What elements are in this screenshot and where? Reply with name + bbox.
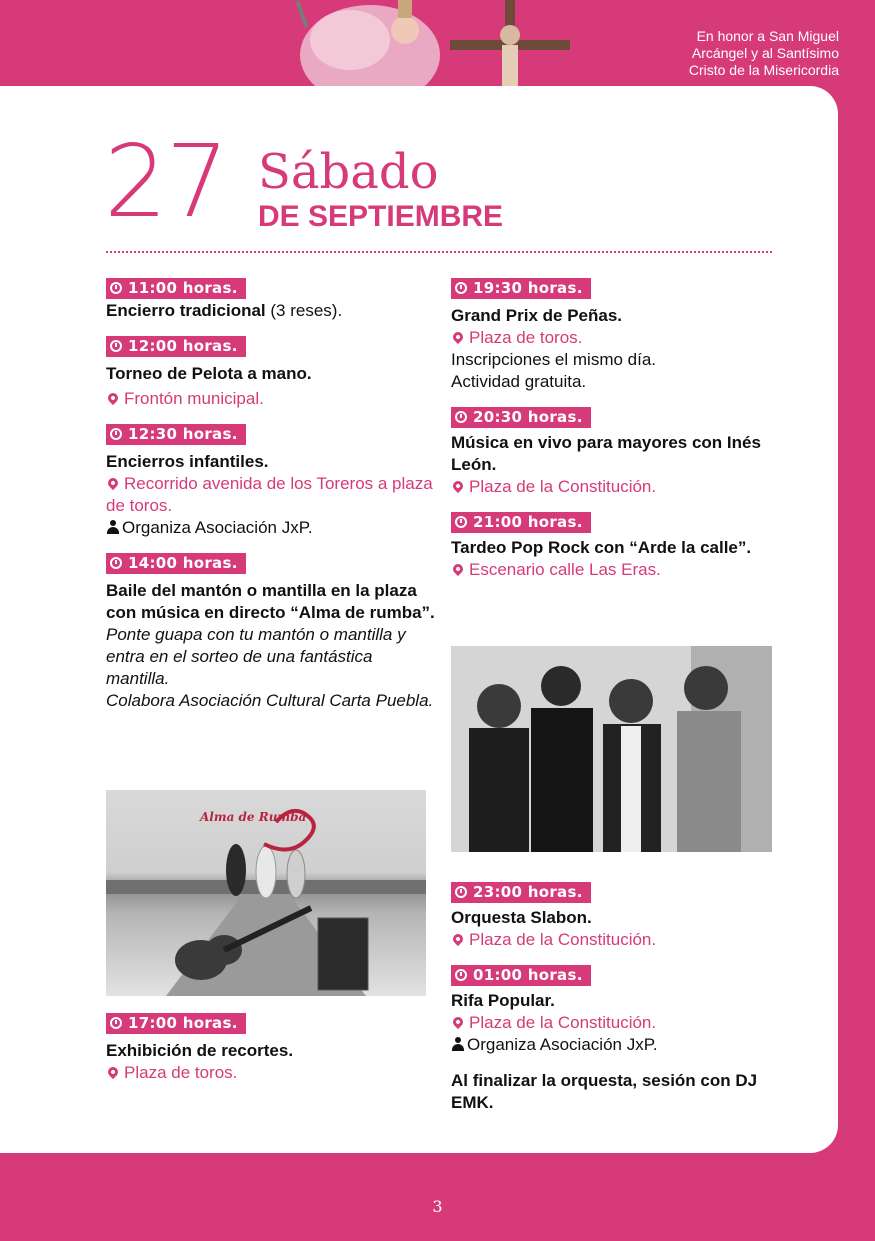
- location-text: Recorrido avenida de los Toreros a plaza de toros.: [106, 474, 433, 515]
- location-pin-icon: [451, 562, 465, 576]
- left-column: [106, 278, 436, 726]
- clock-icon: [455, 886, 467, 898]
- time-badge: [451, 882, 591, 903]
- time-badge: [451, 407, 591, 428]
- dotted-divider: [106, 251, 772, 253]
- event: [451, 407, 781, 498]
- location-text: Plaza de la Constitución.: [469, 477, 657, 496]
- location-text: Plaza de la Constitución.: [469, 1013, 657, 1032]
- organizer-text: Organiza Asociación JxP.: [467, 1035, 658, 1054]
- clock-icon: [455, 516, 467, 528]
- clock-icon: [110, 1017, 122, 1029]
- clock-icon: [455, 282, 467, 294]
- time-label: 21:00 horas.: [473, 513, 583, 531]
- day-name: Sábado: [258, 144, 439, 200]
- event: [451, 965, 781, 1056]
- location-pin-icon: [106, 1065, 120, 1079]
- person-icon: [451, 1037, 465, 1051]
- event-location: [451, 559, 781, 581]
- day-number: 27: [104, 123, 228, 240]
- time-badge: [106, 1013, 246, 1034]
- event: [451, 278, 781, 393]
- event-location: [106, 388, 436, 410]
- event-title: Grand Prix de Peñas.: [451, 306, 623, 325]
- location-pin-icon: [451, 330, 465, 344]
- honor-line: Cristo de la Misericordia: [688, 62, 839, 78]
- event-title: Rifa Popular.: [451, 991, 555, 1010]
- event-title: [106, 300, 436, 322]
- event-organizer: [106, 517, 436, 539]
- month-name: DE SEPTIEMBRE: [258, 200, 504, 233]
- time-badge: [451, 965, 591, 986]
- location-text: Plaza de la Constitución.: [469, 930, 657, 949]
- clock-icon: [110, 428, 122, 440]
- religious-figures-illustration: [280, 0, 580, 100]
- time-badge: [106, 336, 246, 357]
- arde-la-calle-band-photo: [451, 646, 772, 852]
- event-location: [451, 476, 781, 498]
- location-pin-icon: [106, 476, 120, 490]
- clock-icon: [110, 282, 122, 294]
- right-column-bottom: [451, 882, 781, 1114]
- location-text: Plaza de toros.: [469, 328, 583, 347]
- event-info: Inscripciones el mismo día.: [451, 350, 657, 369]
- event-location: [451, 929, 781, 951]
- location-pin-icon: [451, 932, 465, 946]
- page-number: 3: [432, 1197, 443, 1216]
- event-location: [451, 1012, 781, 1034]
- time-badge: [451, 278, 591, 299]
- clock-icon: [110, 557, 122, 569]
- location-text: Plaza de toros.: [124, 1063, 238, 1082]
- event-location: [106, 1062, 436, 1084]
- band-members-illustration: [451, 646, 772, 852]
- alma-de-rumba-photo: [106, 790, 426, 996]
- honor-text: [689, 28, 839, 79]
- event: [106, 1013, 436, 1084]
- event-title-text: Encierro tradicional: [106, 301, 266, 320]
- event: [106, 424, 436, 539]
- time-label: 23:00 horas.: [473, 883, 583, 901]
- event: [106, 553, 436, 712]
- honor-line: Arcángel y al Santísimo: [691, 45, 839, 61]
- event: [451, 882, 781, 951]
- event-title: Tardeo Pop Rock con “Arde la calle”.: [451, 538, 752, 557]
- location-pin-icon: [451, 1015, 465, 1029]
- event-title: Torneo de Pelota a mano.: [106, 364, 312, 383]
- event-location: [106, 473, 436, 517]
- honor-line: En honor a San Miguel: [696, 28, 839, 44]
- event-title: Orquesta Slabon.: [451, 908, 592, 927]
- event: [451, 512, 781, 581]
- event-organizer: [451, 1034, 781, 1056]
- location-text: Frontón municipal.: [124, 389, 264, 408]
- time-label: 17:00 horas.: [128, 1014, 238, 1032]
- location-pin-icon: [106, 391, 120, 405]
- final-note: Al finalizar la orquesta, sesión con DJ EMK.: [451, 1071, 758, 1112]
- time-label: 12:00 horas.: [128, 337, 238, 355]
- time-badge: [106, 424, 246, 445]
- left-column-bottom: [106, 1013, 436, 1098]
- time-label: 14:00 horas.: [128, 554, 238, 572]
- event-title-extra: (3 reses).: [265, 301, 343, 320]
- event-location: [451, 327, 781, 349]
- time-label: 11:00 horas.: [128, 279, 238, 297]
- time-label: 19:30 horas.: [473, 279, 583, 297]
- event-title: Exhibición de recortes.: [106, 1041, 294, 1060]
- clock-icon: [455, 969, 467, 981]
- time-label: 20:30 horas.: [473, 408, 583, 426]
- location-pin-icon: [451, 479, 465, 493]
- event-title: Encierros infantiles.: [106, 452, 269, 471]
- event-info: Actividad gratuita.: [451, 372, 587, 391]
- event-note: Colabora Asociación Cultural Carta Puebla.: [106, 691, 434, 710]
- time-label: 01:00 horas.: [473, 966, 583, 984]
- event: [106, 336, 436, 410]
- location-text: Escenario calle Las Eras.: [469, 560, 661, 579]
- time-badge: [106, 278, 246, 299]
- event-title: Baile del mantón o mantilla en la plaza con música en directo “Alma de rumba”.: [106, 581, 435, 622]
- organizer-text: Organiza Asociación JxP.: [122, 518, 313, 537]
- time-badge: [106, 553, 246, 574]
- time-label: 12:30 horas.: [128, 425, 238, 443]
- event: [106, 278, 436, 322]
- right-column: [451, 278, 781, 595]
- clock-icon: [455, 411, 467, 423]
- person-icon: [106, 520, 120, 534]
- event-note: Ponte guapa con tu mantón o mantilla y entra en el sorteo de una fantástica mantilla.: [106, 625, 406, 688]
- alma-de-rumba-logo: Alma de Rumba: [200, 810, 307, 824]
- time-badge: [451, 512, 591, 533]
- event-title: Música en vivo para mayores con Inés León.: [451, 433, 761, 474]
- clock-icon: [110, 340, 122, 352]
